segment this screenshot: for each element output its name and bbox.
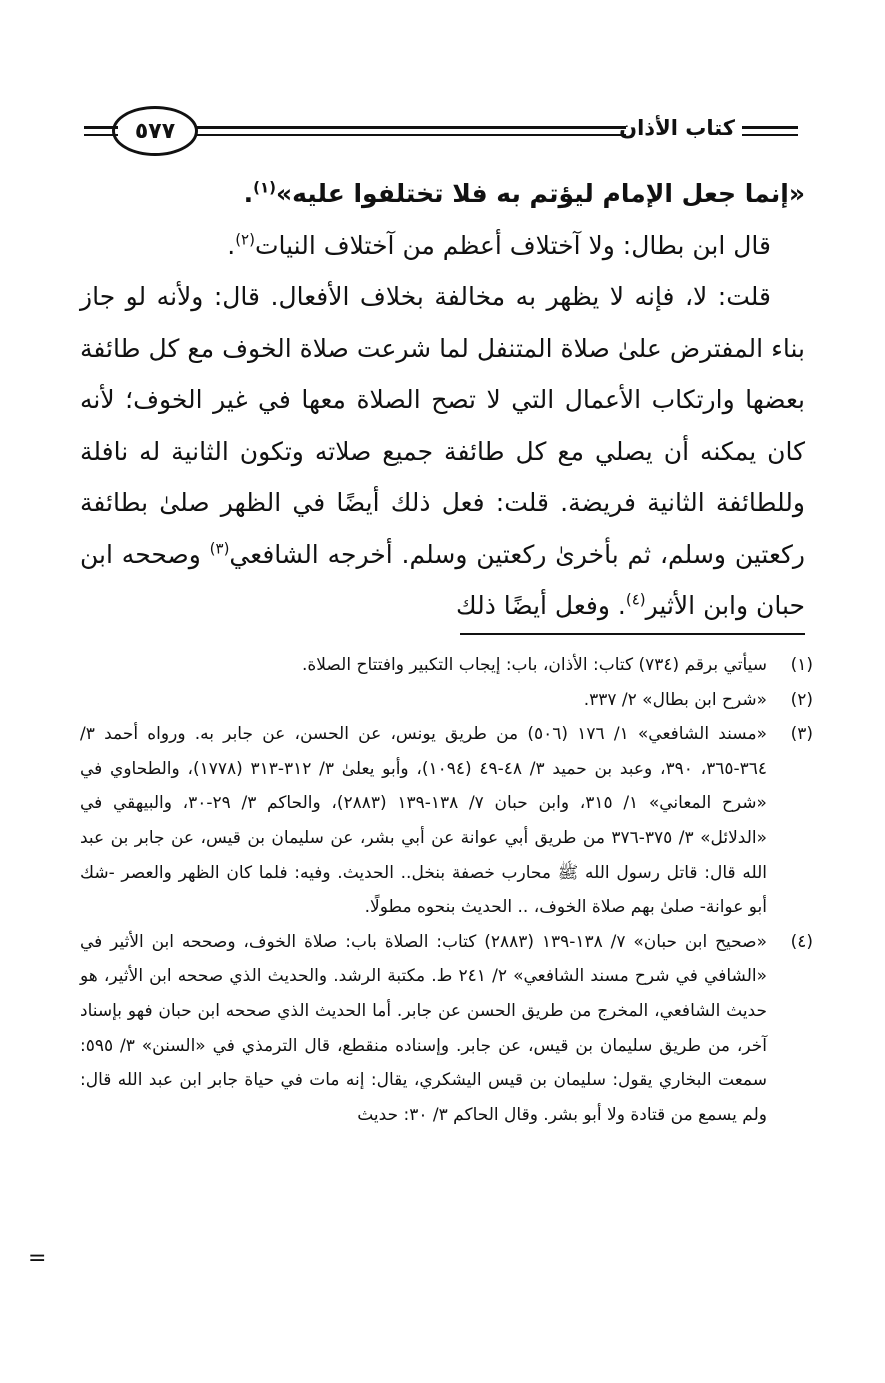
header-rule-right-bottom	[742, 134, 798, 136]
footnote-text: سيأتي برقم (٧٣٤) كتاب: الأذان، باب: إيجاب التكبير وافتتاح الصلاة.	[301, 655, 767, 675]
running-title: كتاب الأذان	[619, 116, 735, 140]
footnote-text: «شرح ابن بطال» ٢/ ٣٣٧.	[583, 689, 767, 710]
main-text	[80, 168, 805, 632]
header-rule-right-top	[742, 126, 798, 129]
footnote-3	[80, 717, 813, 925]
footnote-number: (٤)	[790, 931, 813, 952]
footnote-ref-1: (١)	[253, 178, 276, 197]
footnote-number: (٢)	[790, 689, 813, 710]
footnotes	[80, 648, 813, 1132]
ibn-battal-paragraph: قال ابن بطال: ولا آختلاف أعظم من آختلاف النيات$^{(٢)}$.	[227, 230, 771, 260]
discussion-paragraph: قلت: لا، فإنه لا يظهر به مخالفة بخلاف الأفعال. قال: ولأنه لو جاز بناء المفترض علىٰ صلاة المتنفل لما شرعت صلاة الخوف مع كل طائفة بعضها وارتكاب الأعمال التي لا تصح الصلاة معها في غير الخوف؛ لأنه كان يمكنه أن يصلي مع كل طائفة جميع صلاته وتكون الثانية له نافلة وللطائفة الثانية فريضة. قلت: فعل ذلك أيضًا في الظهر صلىٰ بطائفة ركعتين وسلم، ثم بأخرىٰ ركعتين وسلم. أخرجه الشافعي$^{(٣)}$ وصححه ابن حبان وابن الأثير$^{(٤)}$. وفعل أيضًا ذلك	[80, 282, 805, 620]
page-number: ٥٧٧	[112, 106, 198, 156]
footnote-4	[80, 925, 813, 1133]
footnote-ref-2: (٢)	[235, 230, 255, 249]
footnote-text: «مسند الشافعي» ١/ ١٧٦ (٥٠٦) من طريق يونس، عن الحسن، عن جابر به. ورواه أحمد ٣/ ٣٦٤-٣٦٥، ٣٩٠، وعبد بن حميد ٣/ ٤٨-٤٩ (١٠٩٤)، وأبو يعلىٰ ٣/ ٣١٢-٣١٣ (١٧٧٨)، والطحاوي في «شرح المعاني» ١/ ٣١٥، وابن حبان ٧/ ١٣٨-١٣٩ (٢٨٨٣)، والحاكم ٣/ ٢٩-٣٠، والبيهقي في «الدلائل» ٣/ ٣٧٥-٣٧٦ من طريق أبي عوانة عن أبي بشر، عن سليمان بن قيس، عن جابر بن عبد الله قال: قاتل رسول الله ﷺ محارب خصفة بنخل.. الحديث. وفيه: فلما كان الظهر والعصر -شك أبو عوانة- صلىٰ بهم صلاة الخوف، .. الحديث بنحوه مطولًا.	[80, 724, 768, 918]
header-rule-middle-bottom	[196, 134, 626, 136]
footnote-1	[80, 648, 813, 683]
footnote-ref-3: (٣)	[209, 539, 230, 558]
footnote-separator	[460, 633, 805, 635]
continuation-mark: =	[28, 1246, 47, 1271]
footnote-number: (١)	[790, 655, 813, 675]
hadith-quote: «إنما جعل الإمام ليؤتم به فلا تختلفوا عليه»$^{(١)}$.	[243, 178, 805, 208]
footnote-text: «صحيح ابن حبان» ٧/ ١٣٨-١٣٩ (٢٨٨٣) كتاب: الصلاة باب: صلاة الخوف، وصححه ابن الأثير في «الشافي في شرح مسند الشافعي» ٢/ ٢٤١ ط. مكتبة الرشد. والحديث الذي صححه ابن الأثير، هو حديث الشافعي، المخرج من طريق الحسن عن جابر. أما الحديث الذي صححه ابن حبان فهو بإسناد آخر، من طريق سليمان بن قيس، عن جابر. وإسناده منقطع، قال الترمذي في «السنن» ٣/ ٥٩٥: سمعت البخاري يقول: سليمان بن قيس اليشكري، يقال: إنه مات في حياة جابر ابن عبد الله قال: ولم يسمع من قتادة ولا أبو بشر. وقال الحاكم ٣/ ٣٠: حديث	[80, 931, 767, 1125]
footnote-number: (٣)	[790, 724, 813, 745]
header-rule-middle-top	[196, 126, 626, 129]
footnote-2	[80, 683, 813, 718]
footnote-ref-4: (٤)	[625, 590, 646, 609]
